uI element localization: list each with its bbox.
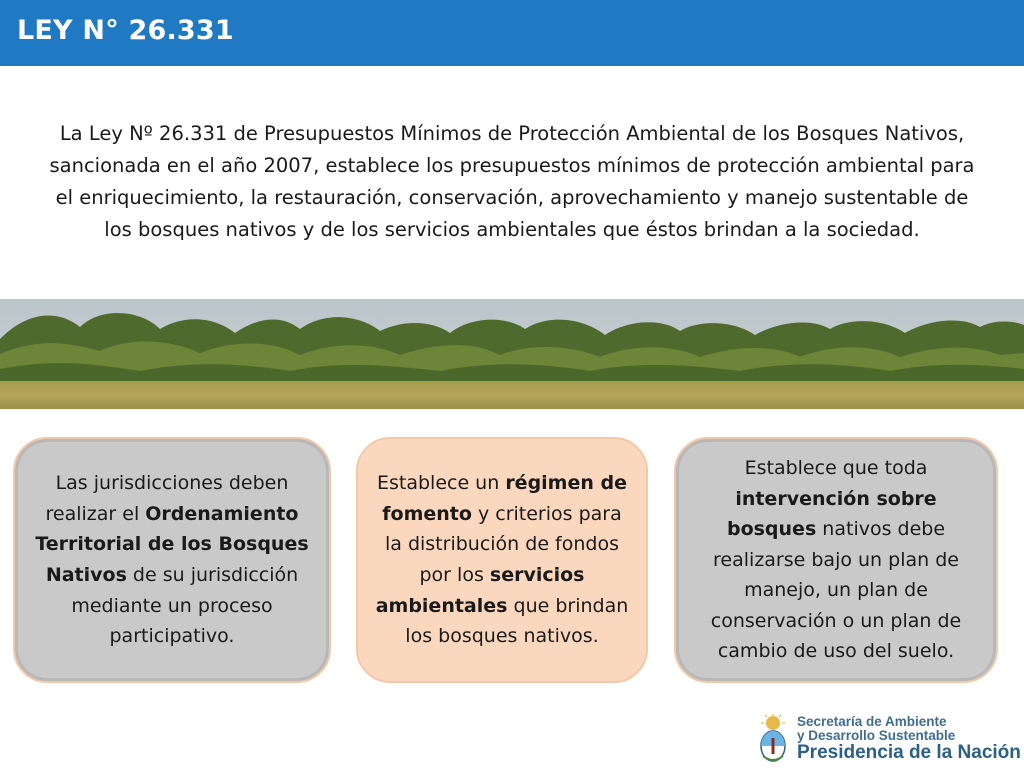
intro-paragraph: La Ley Nº 26.331 de Presupuestos Mínimos de Protección Ambiental de los Bosques Nativos, sancionada en el año 2007, establece los presupuestos mínimos de protección ambiental para el enriquecimiento, la restauración, conservación, aprovechamiento y manejo sustentable de los bosques nativos y de los servicios ambientales que éstos brindan a la sociedad.: [49, 122, 975, 241]
card-text-part: de su jurisdicción mediante un proceso participativo.: [71, 564, 299, 648]
card-text-part: que brindan los bosques nativos.: [405, 594, 629, 648]
card-regimen-fomento: [356, 437, 648, 683]
page-title: LEY N° 26.331: [17, 15, 234, 46]
card-text-bold: régimen de fomento: [382, 472, 627, 525]
government-logo: [757, 712, 1019, 766]
coat-of-arms-icon: [757, 714, 789, 764]
card-text-bold: Ordenamiento Territorial de los Bosques Nativos: [35, 502, 309, 586]
logo-text-line2: y Desarrollo Sustentable: [797, 728, 956, 743]
card-text: [690, 453, 982, 667]
card-text-part: nativos debe realizarse bajo un plan de manejo, un plan de conservación o un plan de cambio de uso del suelo.: [710, 518, 962, 663]
card-text-part: y criterios para la distribución de fondos por los: [384, 502, 622, 586]
card-text-bold: servicios ambientales: [375, 564, 585, 617]
card-text-part: Las jurisdicciones deben realizar el: [45, 472, 289, 525]
logo-text-line1: Secretaría de Ambiente: [797, 714, 947, 729]
card-ordenamiento: [13, 437, 331, 683]
card-intervencion: [674, 437, 998, 683]
title-bar: [0, 0, 1024, 66]
forest-landscape-image: [0, 299, 1024, 409]
card-text-bold: intervención sobre bosques: [726, 487, 937, 541]
card-text-part: Establece que toda: [744, 456, 928, 479]
logo-text-line3: Presidencia de la Nación: [797, 742, 1021, 763]
card-text: [29, 468, 315, 652]
card-text-part: Establece un: [376, 472, 506, 495]
card-text: [372, 468, 632, 652]
